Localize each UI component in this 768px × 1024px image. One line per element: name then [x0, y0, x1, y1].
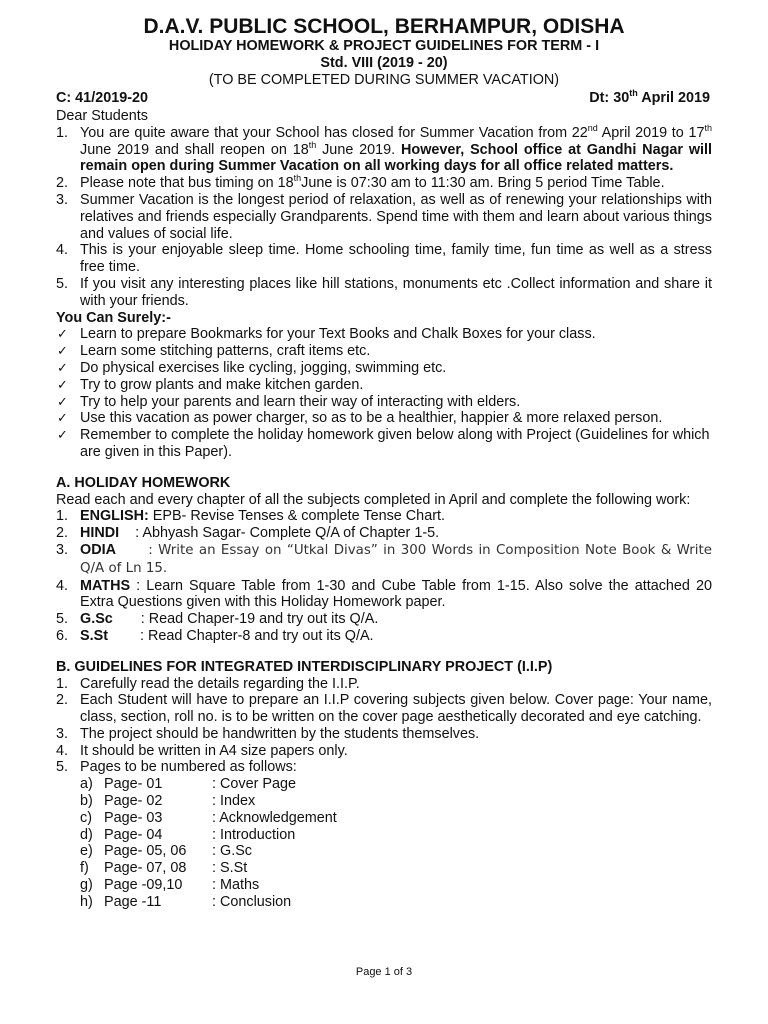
list-item: 6. S.St : Read Chapter-8 and try out its Q/A.: [56, 627, 374, 644]
page-numbering-list: [56, 776, 712, 910]
checkmark-icon: ✓: [57, 326, 68, 342]
list-item: 3. The project should be handwritten by the students themselves.: [56, 725, 480, 742]
list-item: h) Page -11 : Conclusion: [80, 893, 292, 910]
list-item: 5. Pages to be numbered as follows:: [56, 759, 297, 776]
list-item: 2. Please note that bus timing on 18thJune is 07:30 am to 11:30 am. Bring 5 period Time Table.: [56, 173, 665, 192]
list-item: ✓ Try to grow plants and make kitchen garden.: [57, 376, 364, 393]
document-body: [56, 108, 717, 911]
list-item: 4. This is your enjoyable sleep time. Home schooling time, family time, fun time as well as a stress free time.: [56, 242, 712, 276]
list-item: 5. If you visit any interesting places like hill stations, monuments etc .Collect information and share it with your friends.: [56, 275, 712, 309]
list-item: 4. MATHS : Learn Square Table from 1-30 and Cube Table from 1-15. Also solve the attached 20 Extra Questions given with this Holiday Homework paper.: [56, 577, 712, 611]
standard-line: Std. VIII (2019 - 20): [320, 55, 448, 71]
list-item: g) Page -09,10 : Maths: [80, 877, 260, 894]
checkmark-icon: ✓: [57, 343, 68, 359]
intro-list: [56, 125, 712, 310]
page-footer: Page 1 of 3: [355, 966, 413, 978]
list-item: ✓ Do physical exercises like cycling, jogging, swimming etc.: [57, 359, 447, 376]
project-list: [56, 676, 712, 777]
homework-list: [56, 508, 717, 644]
list-item: a) Page- 01 : Cover Page: [80, 776, 296, 793]
list-item: 2. HINDI : Abhyash Sagar- Complete Q/A of Chapter 1-5.: [56, 525, 440, 542]
checkmark-icon: ✓: [57, 410, 68, 426]
list-item: d) Page- 04 : Introduction: [80, 826, 296, 843]
project-title: B. GUIDELINES FOR INTEGRATED INTERDISCIPLINARY PROJECT (I.I.P): [56, 658, 553, 675]
list-item: ✓ Learn to prepare Bookmarks for your Text Books and Chalk Boxes for your class.: [57, 326, 596, 343]
list-item: 4. It should be written in A4 size papers only.: [56, 742, 348, 759]
list-item: f) Page- 07, 08 : S.St: [80, 860, 248, 877]
list-item: ✓ Remember to complete the holiday homework given below along with Project (Guidelines for which are given in this Paper).: [57, 427, 710, 460]
list-item: 3. ODIA : Write an Essay on “Utkal Divas” in 300 Words in Composition Note Book & Write Q/A of Ln 15.: [56, 541, 717, 576]
checkmark-icon: ✓: [57, 359, 68, 375]
list-item: 1. Carefully read the details regarding the I.I.P.: [56, 675, 360, 692]
circular-number: C: 41/2019-20: [56, 90, 149, 106]
list-item: 1. You are quite aware that your School has closed for Summer Vacation from 22nd April 2019 to 17th June 2019 and shall reopen on 18th June 2019. However, School office at Gandhi Nagar will remain open during Summer Vacation on all working days for all office related matters.: [56, 123, 713, 175]
homework-title: A. HOLIDAY HOMEWORK: [56, 474, 231, 491]
list-item: e) Page- 05, 06 : G.Sc: [80, 843, 252, 860]
list-item: 2. Each Student will have to prepare an I.I.P covering subjects given below. Cover page: Your name, class, section, roll no. is to be written on the cover page aesthetically decorated and eye catching.: [56, 692, 712, 726]
checkmark-icon: ✓: [57, 427, 68, 443]
surely-title: You Can Surely:-: [56, 309, 171, 326]
document-subtitle: HOLIDAY HOMEWORK & PROJECT GUIDELINES FOR TERM - I: [168, 38, 600, 54]
list-item: ✓ Use this vacation as power charger, so as to be a healthier, happier & more relaxed person.: [57, 410, 663, 427]
list-item: 5. G.Sc : Read Chaper-19 and try out its Q/A.: [56, 611, 379, 628]
list-item: ✓ Try to help your parents and learn their way of interacting with elders.: [57, 393, 521, 410]
surely-list: [56, 326, 712, 460]
checkmark-icon: ✓: [57, 393, 68, 409]
homework-intro: Read each and every chapter of all the subjects completed in April and complete the following work:: [56, 491, 691, 508]
checkmark-icon: ✓: [57, 376, 68, 392]
school-name: D.A.V. PUBLIC SCHOOL, BERHAMPUR, ODISHA: [143, 15, 625, 38]
list-item: c) Page- 03 : Acknowledgement: [80, 809, 337, 826]
list-item: ✓ Learn some stitching patterns, craft items etc.: [57, 343, 371, 360]
circular-date: Dt: 30th April 2019: [589, 88, 710, 106]
list-item: 1. ENGLISH: EPB- Revise Tenses & complete Tense Chart.: [56, 508, 445, 525]
list-item: b) Page- 02 : Index: [80, 793, 256, 810]
salutation: Dear Students: [56, 108, 148, 124]
completion-note: (TO BE COMPLETED DURING SUMMER VACATION): [208, 72, 560, 88]
list-item: 3. Summer Vacation is the longest period of relaxation, as well as of renewing your relationships with relatives and friends especially Grandparents. Spend time with them and learn about various things and values of social life.: [56, 191, 712, 242]
